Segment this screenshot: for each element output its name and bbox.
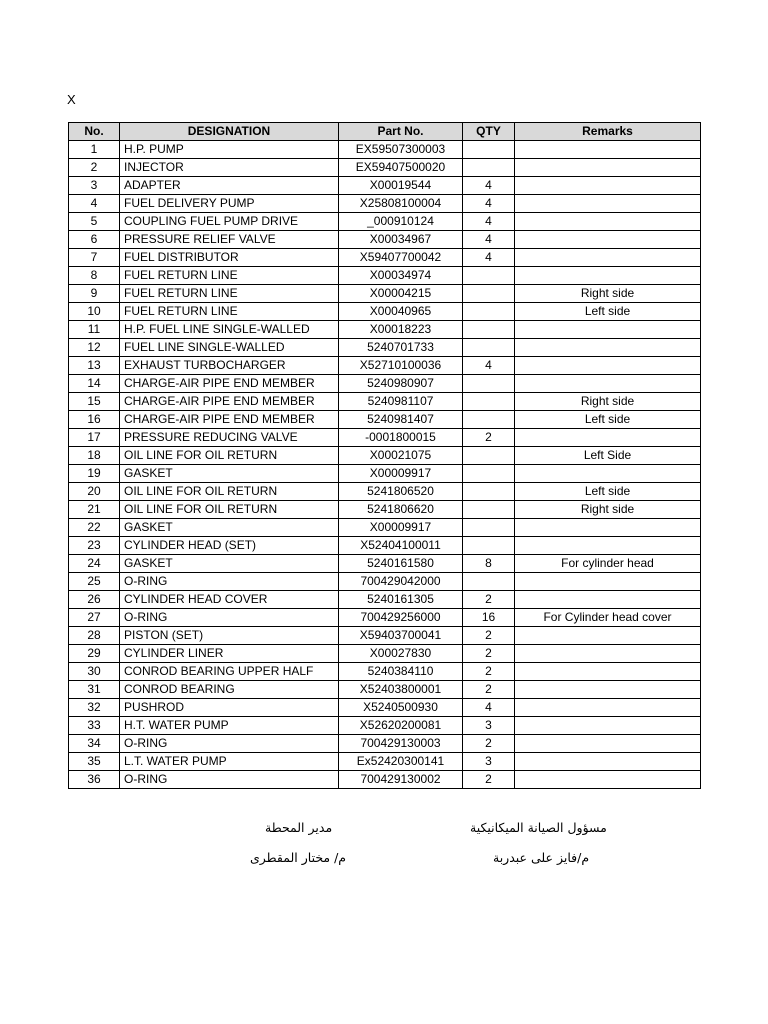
row-number: 19: [69, 465, 120, 483]
row-number: 30: [69, 663, 120, 681]
row-remarks: For cylinder head: [515, 555, 701, 573]
row-designation: OIL LINE FOR OIL RETURN: [120, 501, 339, 519]
row-part-number: EX59507300003: [339, 141, 463, 159]
row-remarks: [515, 663, 701, 681]
row-quantity: 2: [463, 591, 515, 609]
table-row: [69, 177, 701, 195]
row-number: 26: [69, 591, 120, 609]
row-number: 18: [69, 447, 120, 465]
row-number: 24: [69, 555, 120, 573]
row-quantity: 2: [463, 645, 515, 663]
table-row: [69, 285, 701, 303]
table-row: [69, 321, 701, 339]
table-row: [69, 519, 701, 537]
row-quantity: 4: [463, 231, 515, 249]
row-quantity: 2: [463, 429, 515, 447]
header-remarks: Remarks: [515, 123, 701, 141]
row-quantity: 2: [463, 771, 515, 789]
row-remarks: [515, 645, 701, 663]
row-part-number: X52404100011: [339, 537, 463, 555]
header-designation: DESIGNATION: [120, 123, 339, 141]
row-designation: O-RING: [120, 735, 339, 753]
table-row: [69, 429, 701, 447]
table-row: [69, 141, 701, 159]
row-designation: CYLINDER LINER: [120, 645, 339, 663]
row-remarks: [515, 195, 701, 213]
row-number: 1: [69, 141, 120, 159]
row-designation: O-RING: [120, 609, 339, 627]
row-part-number: X00009917: [339, 465, 463, 483]
row-remarks: Left side: [515, 483, 701, 501]
row-quantity: [463, 285, 515, 303]
table-row: [69, 483, 701, 501]
row-part-number: Ex52420300141: [339, 753, 463, 771]
table-row: [69, 159, 701, 177]
row-designation: OIL LINE FOR OIL RETURN: [120, 447, 339, 465]
table-row: [69, 735, 701, 753]
table-row: [69, 537, 701, 555]
row-remarks: Left side: [515, 411, 701, 429]
row-designation: CHARGE-AIR PIPE END MEMBER: [120, 411, 339, 429]
row-part-number: 5241806620: [339, 501, 463, 519]
row-quantity: 4: [463, 213, 515, 231]
row-number: 13: [69, 357, 120, 375]
row-quantity: 2: [463, 663, 515, 681]
row-designation: L.T. WATER PUMP: [120, 753, 339, 771]
row-remarks: Left side: [515, 303, 701, 321]
row-part-number: -0001800015: [339, 429, 463, 447]
table-row: [69, 699, 701, 717]
row-designation: CHARGE-AIR PIPE END MEMBER: [120, 375, 339, 393]
row-remarks: [515, 231, 701, 249]
header-row: [69, 123, 701, 141]
row-number: 23: [69, 537, 120, 555]
maintenance-officer-title: مسؤول الصيانة الميكانيكية: [470, 820, 607, 835]
row-designation: PRESSURE RELIEF VALVE: [120, 231, 339, 249]
row-quantity: [463, 141, 515, 159]
row-remarks: [515, 177, 701, 195]
row-designation: GASKET: [120, 555, 339, 573]
row-quantity: 2: [463, 681, 515, 699]
row-part-number: X00034967: [339, 231, 463, 249]
row-quantity: 3: [463, 717, 515, 735]
row-number: 32: [69, 699, 120, 717]
row-designation: H.P. FUEL LINE SINGLE-WALLED: [120, 321, 339, 339]
row-part-number: 5241806520: [339, 483, 463, 501]
row-number: 12: [69, 339, 120, 357]
row-number: 3: [69, 177, 120, 195]
row-remarks: For Cylinder head cover: [515, 609, 701, 627]
row-number: 2: [69, 159, 120, 177]
table-row: [69, 339, 701, 357]
row-quantity: 8: [463, 555, 515, 573]
row-designation: FUEL RETURN LINE: [120, 267, 339, 285]
row-number: 5: [69, 213, 120, 231]
row-remarks: [515, 249, 701, 267]
row-part-number: _000910124: [339, 213, 463, 231]
row-designation: FUEL RETURN LINE: [120, 285, 339, 303]
row-part-number: X52403800001: [339, 681, 463, 699]
row-part-number: 5240981107: [339, 393, 463, 411]
row-quantity: 4: [463, 357, 515, 375]
row-number: 25: [69, 573, 120, 591]
row-remarks: [515, 735, 701, 753]
row-designation: O-RING: [120, 771, 339, 789]
row-quantity: 16: [463, 609, 515, 627]
row-quantity: [463, 375, 515, 393]
row-part-number: X52620200081: [339, 717, 463, 735]
row-number: 27: [69, 609, 120, 627]
table-row: [69, 627, 701, 645]
row-remarks: [515, 213, 701, 231]
row-remarks: [515, 771, 701, 789]
row-number: 17: [69, 429, 120, 447]
row-remarks: [515, 537, 701, 555]
station-manager-name: م/ مختار المقطرى: [250, 850, 347, 865]
row-designation: FUEL DELIVERY PUMP: [120, 195, 339, 213]
table-row: [69, 195, 701, 213]
row-number: 14: [69, 375, 120, 393]
row-part-number: X25808100004: [339, 195, 463, 213]
row-part-number: EX59407500020: [339, 159, 463, 177]
table-header: [69, 123, 701, 141]
row-remarks: [515, 681, 701, 699]
row-quantity: 4: [463, 195, 515, 213]
row-part-number: 700429130002: [339, 771, 463, 789]
table-row: [69, 393, 701, 411]
table-row: [69, 213, 701, 231]
row-number: 15: [69, 393, 120, 411]
row-quantity: [463, 339, 515, 357]
header-no: No.: [69, 123, 120, 141]
row-quantity: [463, 303, 515, 321]
row-designation: O-RING: [120, 573, 339, 591]
row-remarks: [515, 267, 701, 285]
row-part-number: 5240701733: [339, 339, 463, 357]
table-row: [69, 609, 701, 627]
row-number: 21: [69, 501, 120, 519]
table-row: [69, 645, 701, 663]
row-remarks: [515, 465, 701, 483]
row-number: 31: [69, 681, 120, 699]
row-part-number: 5240384110: [339, 663, 463, 681]
row-remarks: [515, 339, 701, 357]
row-number: 10: [69, 303, 120, 321]
row-remarks: [515, 753, 701, 771]
table-row: [69, 267, 701, 285]
row-remarks: [515, 717, 701, 735]
row-designation: CHARGE-AIR PIPE END MEMBER: [120, 393, 339, 411]
row-number: 36: [69, 771, 120, 789]
row-number: 34: [69, 735, 120, 753]
row-remarks: [515, 519, 701, 537]
row-quantity: [463, 447, 515, 465]
row-designation: PISTON (SET): [120, 627, 339, 645]
row-number: 20: [69, 483, 120, 501]
row-remarks: Right side: [515, 501, 701, 519]
table-row: [69, 573, 701, 591]
row-part-number: X00009917: [339, 519, 463, 537]
row-designation: EXHAUST TURBOCHARGER: [120, 357, 339, 375]
row-remarks: Right side: [515, 393, 701, 411]
row-part-number: X00019544: [339, 177, 463, 195]
row-designation: ADAPTER: [120, 177, 339, 195]
row-quantity: 4: [463, 249, 515, 267]
page-mark: X: [67, 92, 76, 107]
row-part-number: 700429130003: [339, 735, 463, 753]
row-quantity: [463, 411, 515, 429]
row-number: 16: [69, 411, 120, 429]
row-quantity: 2: [463, 627, 515, 645]
table-row: [69, 249, 701, 267]
row-part-number: 5240981407: [339, 411, 463, 429]
row-part-number: 5240980907: [339, 375, 463, 393]
row-number: 28: [69, 627, 120, 645]
row-designation: PUSHROD: [120, 699, 339, 717]
row-remarks: [515, 699, 701, 717]
row-remarks: [515, 375, 701, 393]
row-remarks: [515, 573, 701, 591]
row-designation: FUEL LINE SINGLE-WALLED: [120, 339, 339, 357]
table-row: [69, 771, 701, 789]
row-designation: PRESSURE REDUCING VALVE: [120, 429, 339, 447]
row-number: 6: [69, 231, 120, 249]
row-designation: H.P. PUMP: [120, 141, 339, 159]
row-part-number: X52710100036: [339, 357, 463, 375]
row-designation: CYLINDER HEAD (SET): [120, 537, 339, 555]
row-quantity: [463, 501, 515, 519]
row-remarks: [515, 627, 701, 645]
table-row: [69, 555, 701, 573]
row-part-number: 700429256000: [339, 609, 463, 627]
row-number: 29: [69, 645, 120, 663]
table-row: [69, 717, 701, 735]
header-part-no: Part No.: [339, 123, 463, 141]
table-row: [69, 375, 701, 393]
row-part-number: X00004215: [339, 285, 463, 303]
row-quantity: [463, 519, 515, 537]
row-designation: CYLINDER HEAD COVER: [120, 591, 339, 609]
row-part-number: X59403700041: [339, 627, 463, 645]
row-quantity: [463, 483, 515, 501]
row-quantity: 2: [463, 735, 515, 753]
row-part-number: X00018223: [339, 321, 463, 339]
row-part-number: 5240161580: [339, 555, 463, 573]
table-row: [69, 231, 701, 249]
row-number: 33: [69, 717, 120, 735]
row-designation: COUPLING FUEL PUMP DRIVE: [120, 213, 339, 231]
table-row: [69, 303, 701, 321]
row-number: 8: [69, 267, 120, 285]
row-remarks: Right side: [515, 285, 701, 303]
row-number: 7: [69, 249, 120, 267]
row-designation: H.T. WATER PUMP: [120, 717, 339, 735]
row-designation: GASKET: [120, 465, 339, 483]
table-row: [69, 411, 701, 429]
row-designation: OIL LINE FOR OIL RETURN: [120, 483, 339, 501]
row-designation: CONROD BEARING UPPER HALF: [120, 663, 339, 681]
table-body: [69, 141, 701, 789]
row-quantity: [463, 573, 515, 591]
row-remarks: [515, 429, 701, 447]
table-row: [69, 591, 701, 609]
row-remarks: [515, 321, 701, 339]
row-remarks: [515, 591, 701, 609]
row-designation: GASKET: [120, 519, 339, 537]
table-row: [69, 447, 701, 465]
table-row: [69, 357, 701, 375]
table-row: [69, 681, 701, 699]
table-row: [69, 663, 701, 681]
row-part-number: X59407700042: [339, 249, 463, 267]
row-number: 35: [69, 753, 120, 771]
station-manager-title: مدير المحطة: [265, 820, 333, 835]
table-row: [69, 501, 701, 519]
row-number: 11: [69, 321, 120, 339]
row-designation: INJECTOR: [120, 159, 339, 177]
row-designation: FUEL RETURN LINE: [120, 303, 339, 321]
row-part-number: X00021075: [339, 447, 463, 465]
row-remarks: Left Side: [515, 447, 701, 465]
header-qty: QTY: [463, 123, 515, 141]
row-designation: FUEL DISTRIBUTOR: [120, 249, 339, 267]
row-quantity: [463, 393, 515, 411]
row-remarks: [515, 357, 701, 375]
table-row: [69, 465, 701, 483]
row-quantity: 3: [463, 753, 515, 771]
row-part-number: X00034974: [339, 267, 463, 285]
row-remarks: [515, 159, 701, 177]
row-number: 4: [69, 195, 120, 213]
row-quantity: [463, 465, 515, 483]
table-row: [69, 753, 701, 771]
row-quantity: [463, 537, 515, 555]
row-quantity: [463, 159, 515, 177]
row-number: 22: [69, 519, 120, 537]
row-part-number: 5240161305: [339, 591, 463, 609]
row-quantity: 4: [463, 177, 515, 195]
row-quantity: 4: [463, 699, 515, 717]
maintenance-officer-name: م/فايز على عبدربة: [493, 850, 590, 865]
row-designation: CONROD BEARING: [120, 681, 339, 699]
row-part-number: X00040965: [339, 303, 463, 321]
row-part-number: 700429042000: [339, 573, 463, 591]
row-number: 9: [69, 285, 120, 303]
spare-parts-table: [68, 122, 701, 789]
row-remarks: [515, 141, 701, 159]
row-part-number: X00027830: [339, 645, 463, 663]
row-quantity: [463, 267, 515, 285]
row-part-number: X5240500930: [339, 699, 463, 717]
row-quantity: [463, 321, 515, 339]
